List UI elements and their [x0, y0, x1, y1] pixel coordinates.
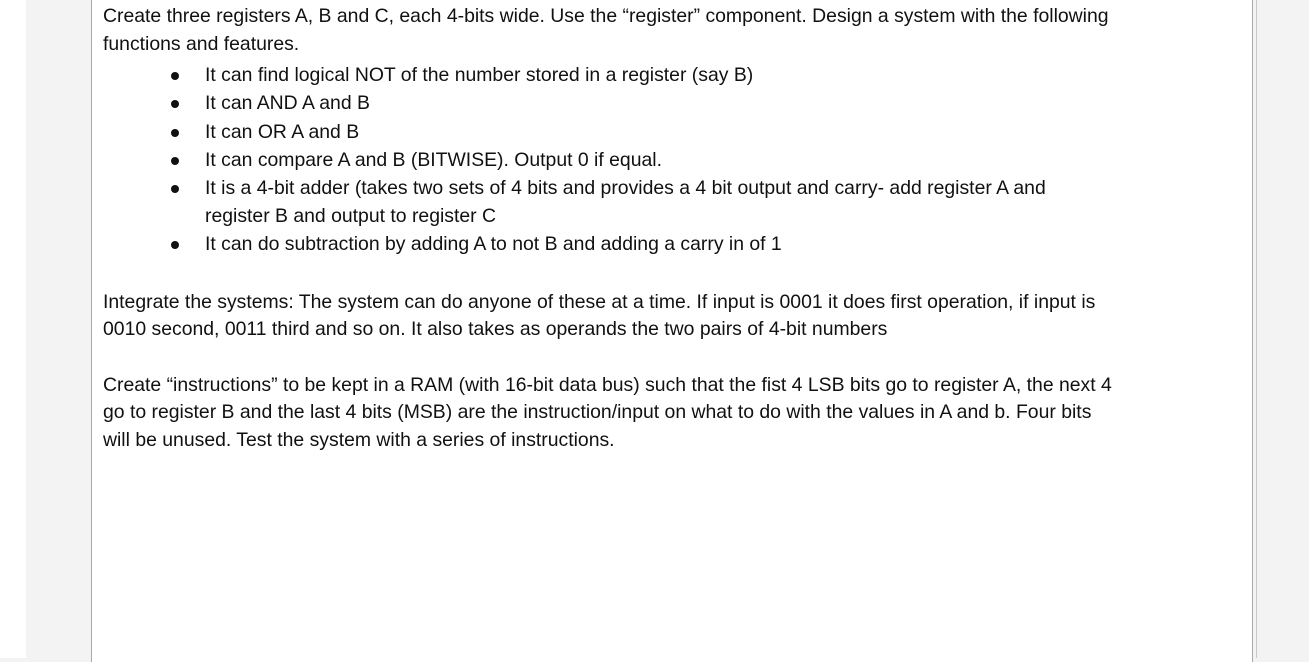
bullet-icon: [171, 129, 179, 137]
integrate-paragraph: Integrate the systems: The system can do anyone of these at a time. If input is 0001 it does first operation, if input is 0010 second, 0011 third and so on. It also takes as operands the two pairs of 4-bit numbers: [103, 290, 1096, 341]
list-item-text: It is a 4-bit adder (takes two sets of 4 bits and provides a 4 bit output and carry- add register A and register B and output to register C: [205, 177, 1046, 228]
list-item-text: It can find logical NOT of the number stored in a register (say B): [205, 64, 754, 87]
left-margin-area: [0, 0, 26, 658]
paragraph-spacer: [103, 344, 1113, 372]
list-item-text: It can AND A and B: [205, 92, 370, 115]
list-item-text: It can do subtraction by adding A to not B and adding a carry in of 1: [205, 233, 782, 256]
list-item: [103, 89, 1113, 117]
bullet-icon: [171, 100, 179, 108]
vertical-scroll-area[interactable]: [1256, 0, 1309, 658]
paragraph-spacer: [103, 259, 1113, 289]
list-item: [103, 118, 1113, 146]
list-item-text: It can compare A and B (BITWISE). Output 0 if equal.: [205, 148, 662, 171]
list-item: [103, 146, 1113, 174]
list-item: [103, 174, 1113, 230]
list-item-text: It can OR A and B: [205, 120, 360, 143]
instructions-paragraph: Create “instructions” to be kept in a RAM (with 16-bit data bus) such that the fist 4 LSB bits go to register A, the next 4 go to register B and the last 4 bits (MSB) are the instruction/input on what to do with the values in A and b. Four bits will be unused. Test the system with a series of instructions.: [103, 373, 1112, 451]
feature-list: [103, 61, 1113, 258]
bullet-icon: [171, 185, 179, 193]
document-body: [103, 3, 1113, 455]
list-item: [103, 61, 1113, 89]
intro-paragraph: Create three registers A, B and C, each 4-bits wide. Use the “register” component. Design a system with the following functions and features.: [103, 5, 1109, 55]
bullet-icon: [171, 72, 179, 80]
list-item: [103, 230, 1113, 258]
bullet-icon: [171, 241, 179, 249]
bullet-icon: [171, 157, 179, 165]
